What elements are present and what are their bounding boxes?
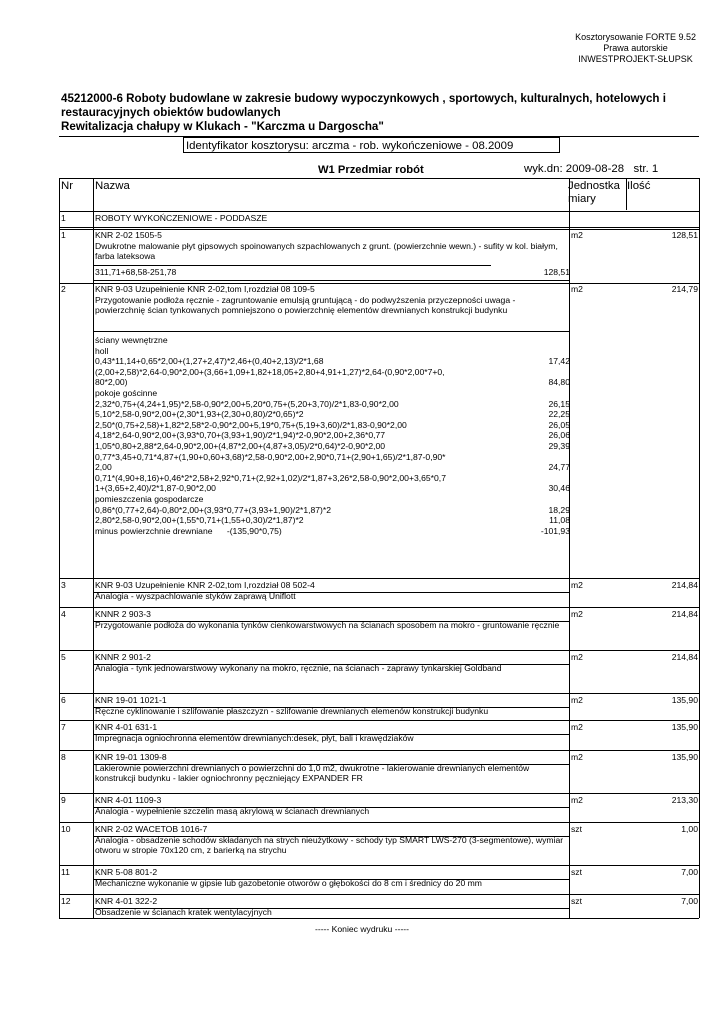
- software-header: [575, 32, 696, 65]
- calc-line: [95, 515, 570, 526]
- item-desc: Przygotowanie podłoża do wykonania tynków cienkowarstwowych na ścianach sposobem na mokro - gruntowanie ręcznie: [95, 619, 560, 630]
- item-desc: Ręczne cyklinowanie i szlifowanie płaszczyzn - szlifowanie drewnianych elemenów konstrukcji budynku: [95, 705, 489, 716]
- item-qty: 213,30: [671, 795, 698, 805]
- item-description: [95, 695, 565, 716]
- code-divider: [93, 764, 569, 765]
- item-desc: Analogia - tynk jednowarstwowy wykonany na mokro, ręcznie, na ścianach - zaprawy tynkarskiej Goldband: [95, 662, 502, 673]
- item-desc: Dwukrotne malowanie płyt gipsowych spoinowanych szpachlowanych z grunt. (powierzchnie wewn.) - sufity w kol. białym, farba lateksowa: [95, 240, 558, 262]
- item-unit: m2: [571, 230, 583, 240]
- item-qty: 214,84: [671, 580, 698, 590]
- calc-line: [95, 441, 570, 452]
- calc-formula: pomieszczenia gospodarcze: [95, 493, 204, 504]
- item-code: KNR 2-02 1505-5: [95, 230, 162, 240]
- section-nr: 1: [61, 213, 66, 223]
- calc-formula: 0,71*(4,90+8,16)+0,46*2*2,58+2,92*0,71+(2,92+1,02)/2*1,87+3,26*2,58-0,90*2,00+3,65*0,7: [95, 472, 446, 483]
- item-qty: 135,90: [671, 752, 698, 762]
- item-nr: 7: [61, 722, 66, 732]
- item-qty: 7,00: [681, 896, 698, 906]
- item-code: KNR 4-01 322-2: [95, 896, 158, 906]
- row-divider: [93, 280, 569, 281]
- row-divider: [59, 822, 699, 823]
- item-qty: 128,51: [671, 230, 698, 240]
- calc-line: [95, 483, 570, 494]
- code-divider: [93, 836, 569, 837]
- item-desc: Analogia - wyszpachlowanie styków zaprawą Uniflott: [95, 590, 296, 601]
- item-unit: szt: [571, 867, 582, 877]
- row-divider: [59, 650, 699, 651]
- item-nr: 9: [61, 795, 66, 805]
- item-nr: 10: [61, 824, 71, 834]
- item-desc: Obsadzenie w ścianach kratek wentylacyjnych: [95, 906, 272, 917]
- col-unit-line1: Jednostka: [568, 180, 620, 192]
- calc-formula: 311,71+68,58-251,78: [95, 267, 177, 277]
- calc-value: 128,51: [543, 267, 570, 277]
- grid-line: [59, 178, 60, 918]
- calc-formula: 1+(3,65+2,40)/2*1,87-0,90*2,00: [95, 483, 216, 494]
- calc-formula: 4,18*2,64-0,90*2,00+(3,93*0,70+(3,93+1,90)/2*1,94)*2-0,90*2,00+2,36*0,77: [95, 430, 386, 441]
- item-desc: Analogia - wypełnienie szczelin masą akrylową w ścianach drewnianych: [95, 805, 370, 816]
- calc-line: [95, 526, 570, 537]
- code-divider: [93, 592, 569, 593]
- item-desc: Analogia - obsadzenie schodów składanych na strych nieużytkowy - schody typ SMART LWS-270 (3-segmentowe), wymiar otworu w stropie 70x120 cm, z barierką na strychu: [95, 834, 564, 856]
- row-divider: [59, 894, 699, 895]
- calc-formula: 5,10*2,58-0,90*2,00+(2,30*1,93+(2,30+0,80)/2*0,65)*2: [95, 409, 304, 420]
- row-divider: [59, 607, 699, 608]
- item-code: KNR 9-03 Uzupełnienie KNR 2-02,tom I,rozdział 08 502-4: [95, 580, 315, 590]
- calc-line: [95, 409, 570, 420]
- calc-value: 11,08: [549, 515, 570, 526]
- software-name: Kosztorysowanie FORTE 9.52: [575, 32, 696, 42]
- code-divider: [93, 807, 569, 808]
- company-name: INWESTPROJEKT-SŁUPSK: [578, 54, 693, 64]
- item-code: KNR 4-01 1109-3: [95, 795, 162, 805]
- col-unit: [568, 180, 620, 206]
- grid-line: [569, 178, 570, 918]
- item-code: KNNR 2 903-3: [95, 609, 151, 619]
- code-divider: [93, 664, 569, 665]
- item-nr: 3: [61, 580, 66, 590]
- row-divider: [59, 578, 699, 579]
- item-desc: Mechaniczne wykonanie w gipsie lub gazobetonie otworów o głębokości do 8 cm i średnicy do 20 mm: [95, 877, 482, 888]
- calc-formula: 0,77*3,45+0,71*4,87+(1,90+0,60+3,68)*2,58-0,90*2,00+2,90*0,71+(2,90+1,65)/2*1,87-0,90*: [95, 451, 446, 462]
- item-unit: m2: [571, 284, 583, 294]
- calc-formula: 2,32*0,75+(4,24+1,95)*2,58-0,90*2,00+5,20*0,75+(5,20+3,70)/2*1,83-0,90*2,00: [95, 398, 399, 409]
- calc-line: [95, 473, 570, 484]
- col-name: Nazwa: [95, 180, 130, 192]
- grid-line: [699, 178, 700, 918]
- calc-value: 24,77: [548, 462, 570, 473]
- item-description: [95, 652, 565, 673]
- item-nr: 1: [61, 230, 66, 240]
- calc-formula: 2,50*(0,75+2,58)+1,82*2,58*2-0,90*2,00+5,19*0,75+(5,19+3,60)/2*1,83-0,90*2,00: [95, 419, 407, 430]
- estimate-identifier: Identyfikator kosztorysu: arczma - rob. wykończeniowe - 08.2009: [183, 137, 560, 153]
- calc-value: 29,39: [548, 440, 570, 451]
- item-unit: szt: [571, 824, 582, 834]
- item-nr: 2: [61, 284, 66, 294]
- row-divider: [59, 865, 699, 866]
- item-qty: 135,90: [671, 695, 698, 705]
- item-desc: Przygotowanie podłoża ręcznie - zagruntowanie emulsją gruntującą - do podwyższenia przyczepności uwaga - powierzchnię ścian tynkowanych pomniejszono o powierzchnię elementów drewnianych konstrukcji budynku: [95, 294, 516, 316]
- section-title: ROBOTY WYKOŃCZENIOWE - PODDASZE: [95, 213, 268, 223]
- item-nr: 5: [61, 652, 66, 662]
- calc-formula: (2,00+2,58)*2,64-0,90*2,00+(3,66+1,09+1,82+18,05+2,80+4,91+1,27)*2,64-(0,90*2,00*7+0,: [95, 366, 445, 377]
- code-divider: [93, 707, 569, 708]
- item-unit: m2: [571, 752, 583, 762]
- calc-divider: [93, 331, 569, 332]
- item-code: KNR 9-03 Uzupełnienie KNR 2-02,tom I,rozdział 08 109-5: [95, 284, 315, 294]
- item-unit: m2: [571, 652, 583, 662]
- calc-formula: 2,80*2,58-0,90*2,00+(1,55*0,71+(1,55+0,30)/2*1,87)*2: [95, 515, 304, 526]
- row-divider: [59, 227, 699, 228]
- item-description: [95, 230, 565, 262]
- col-nr: Nr: [61, 180, 74, 192]
- calc-value: 18,29: [548, 504, 570, 515]
- item-nr: 12: [61, 896, 71, 906]
- calc-line: [95, 462, 570, 473]
- doc-page: str. 1: [633, 163, 659, 175]
- calc-formula: 2,00: [95, 462, 112, 473]
- item-qty: 214,79: [671, 284, 698, 294]
- item-qty: 214,84: [671, 652, 698, 662]
- calc-value: 26,05: [548, 419, 570, 430]
- calc-formula: ściany wewnętrzne: [95, 335, 168, 345]
- calc-line: [95, 494, 570, 505]
- grid-line: [626, 178, 627, 210]
- item-code: KNR 19-01 1021-1: [95, 695, 167, 705]
- item-description: [95, 580, 565, 601]
- item-unit: szt: [571, 896, 582, 906]
- item-nr: 8: [61, 752, 66, 762]
- calc-line: [95, 452, 570, 463]
- col-qty: Ilość: [627, 180, 651, 192]
- item-unit: m2: [571, 695, 583, 705]
- item-unit: m2: [571, 609, 583, 619]
- calc-line: [95, 420, 570, 431]
- code-divider: [93, 908, 569, 909]
- rights-text: Prawa autorskie: [603, 43, 668, 53]
- doc-heading: W1 Przedmiar robót: [318, 164, 424, 176]
- calc-line: [95, 335, 570, 346]
- calc-value: 26,06: [548, 430, 570, 441]
- title-line-1: 45212000-6 Roboty budowlane w zakresie budowy wypoczynkowych , sportowych, kulturalnych, hotelowych i: [61, 92, 666, 105]
- document-title: [61, 92, 701, 134]
- calc-line: [95, 377, 570, 388]
- item-qty: 135,90: [671, 722, 698, 732]
- calc-value: 22,25: [548, 409, 570, 420]
- calc-divider: [93, 265, 491, 266]
- calc-formula: pokoje gościnne: [95, 387, 158, 398]
- item-unit: m2: [571, 580, 583, 590]
- item-description: [95, 284, 565, 316]
- item-qty: 214,84: [671, 609, 698, 619]
- calc-formula: 0,43*11,14+0,65*2,00+(1,27+2,47)*2,46+(0,40+2,13)/2*1,68: [95, 356, 324, 367]
- doc-date-page: [524, 163, 658, 175]
- item-description: [95, 896, 565, 917]
- calc-formula: holl: [95, 345, 109, 356]
- item-unit: m2: [571, 795, 583, 805]
- row-divider: [59, 693, 699, 694]
- item-calc: [95, 267, 570, 278]
- calc-value: -101,93: [540, 525, 570, 536]
- calc-value: 26,15: [548, 398, 570, 409]
- item-code: KNNR 2 901-2: [95, 652, 151, 662]
- title-line-3: Rewitalizacja chałupy w Klukach - "Karczma u Dargoscha": [61, 120, 384, 133]
- item-qty: 1,00: [681, 824, 698, 834]
- code-divider: [93, 879, 569, 880]
- item-description: [95, 867, 565, 888]
- calc-formula: 80*2,00): [95, 377, 128, 388]
- item-desc: Impregnacja ogniochronna elementów drewnianych:desek, płyt, bali i krawędziaków: [95, 732, 414, 743]
- row-divider: [59, 793, 699, 794]
- item-nr: 11: [61, 867, 70, 877]
- calc-line: [95, 388, 570, 399]
- table-bottom: [59, 918, 699, 919]
- item-qty: 7,00: [681, 867, 698, 877]
- row-divider: [59, 720, 699, 721]
- doc-date: wyk.dn: 2009-08-28: [524, 163, 625, 175]
- calc-formula: 1,05*0,80+2,88*2,64-0,90*2,00+(4,87*2,00+(4,87+3,05)/2*0,64)*2-0,90*2,00: [95, 440, 386, 451]
- calc-line: [95, 399, 570, 410]
- row-divider: [59, 750, 699, 751]
- item-unit: m2: [571, 722, 583, 732]
- title-line-2: restauracyjnych obiektów budowlanych: [61, 106, 281, 119]
- code-divider: [93, 621, 569, 622]
- item-code: KNR 19-01 1309-8: [95, 752, 167, 762]
- calc-line: [95, 356, 570, 367]
- item-desc: Lakierownie powierzchni drewnianych o powierzchni do 1,0 m2, dwukrotne - lakierowanie drewnianych elementów konstrukcji budynku - lakier ogniochronny pęczniejący EXPANDER FR: [95, 762, 530, 784]
- item-description: [95, 752, 565, 784]
- calc-line: [95, 505, 570, 516]
- code-divider: [93, 734, 569, 735]
- item-description: [95, 824, 565, 856]
- calc-value: 30,46: [548, 483, 570, 494]
- item-code: KNR 5-08 801-2: [95, 867, 158, 877]
- calc-formula: minus powierzchnie drewniane -(135,90*0,75): [95, 525, 282, 536]
- item-calc: [95, 335, 570, 536]
- calc-line: [95, 267, 570, 278]
- calc-line: [95, 346, 570, 357]
- calc-value: 17,42: [548, 356, 570, 367]
- calc-line: [95, 430, 570, 441]
- col-unit-line2: miary: [568, 193, 596, 205]
- item-code: KNR 4-01 631-1: [95, 722, 158, 732]
- item-nr: 4: [61, 609, 66, 619]
- item-code: KNR 2-02 WACETOB 1016-7: [95, 824, 208, 834]
- item-description: [95, 722, 565, 743]
- item-nr: 6: [61, 695, 66, 705]
- calc-formula: 0,86*(0,77+2,64)-0,80*2,00+(3,93*0,77+(3,93+1,90)/2*1,87)*2: [95, 504, 332, 515]
- item-description: [95, 795, 565, 816]
- calc-value: 84,80: [548, 377, 570, 388]
- calc-line: [95, 367, 570, 378]
- item-description: [95, 609, 565, 630]
- print-end: ----- Koniec wydruku -----: [314, 924, 410, 934]
